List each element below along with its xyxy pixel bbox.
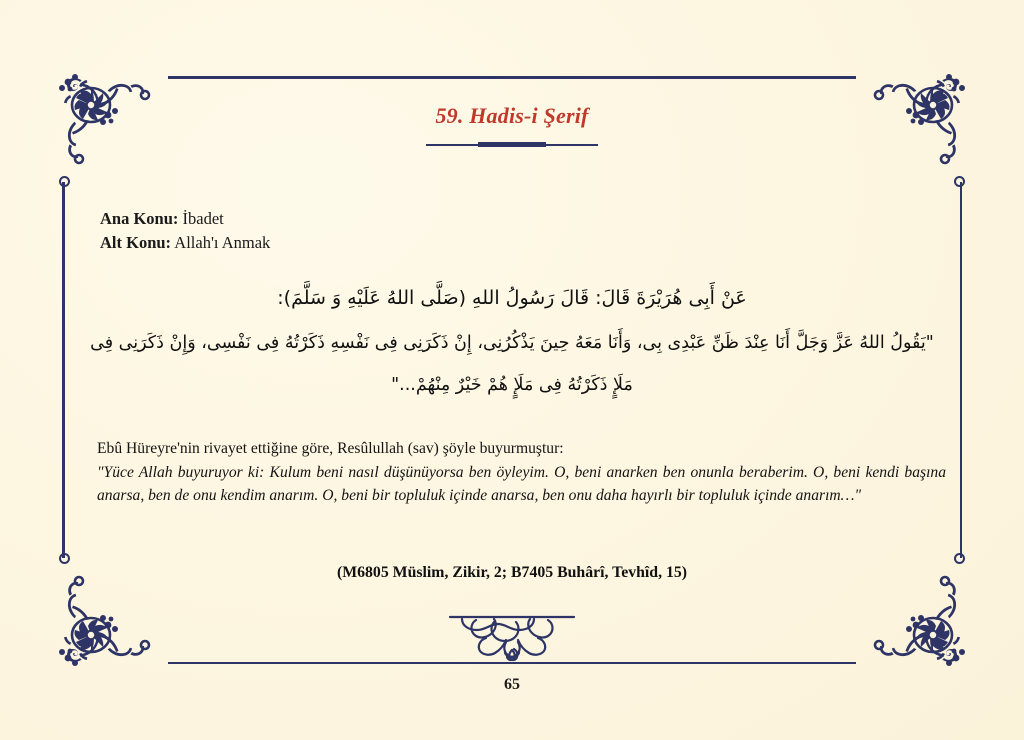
sub-topic-row <box>100 231 270 255</box>
sub-topic-label: Alt Konu: <box>100 232 172 252</box>
arabic-line-2: "يَقُولُ اللهُ عَزَّ وَجَلَّ أَنَا عِنْدَ ظَنِّ عَبْدِى بِى، وَأَنَا مَعَهُ حِينَ يَذْكُرُنِى، إِنْ ذَكَرَنِى فِى نَفْسِهِ ذَكَرْتُهُ فِى نَفْسِى، وَإِنْ ذَكَرَنِى فِى <box>90 332 934 353</box>
title-divider <box>426 142 598 147</box>
arabic-hadith-text <box>86 275 938 407</box>
narration-intro: Ebû Hüreyre'nin rivayet ettiğine göre, Resûlullah (sav) şöyle buyurmuştur: <box>97 440 564 457</box>
main-topic-value: İbadet <box>182 209 224 228</box>
topic-block <box>100 207 270 255</box>
border-rule-top <box>168 76 856 79</box>
sub-topic-value: Allah'ı Anmak <box>174 232 271 252</box>
border-rule-left <box>62 182 65 558</box>
main-topic-label: Ana Konu: <box>100 209 179 228</box>
page-number: 65 <box>504 676 520 693</box>
title-block <box>0 103 1024 147</box>
bottom-knot-ornament <box>448 614 576 662</box>
page-title: 59. Hadis-i Şerif <box>435 103 589 128</box>
translation-block <box>97 437 946 508</box>
main-topic-row <box>100 207 270 231</box>
arabic-line-1: عَنْ أَبِى هُرَيْرَةَ قَالَ: قَالَ رَسُولُ اللهِ (صَلَّى اللهُ عَلَيْهِ وَ سَلَّمَ): <box>277 287 747 309</box>
source-citation: (M6805 Müslim, Zikir, 2; B7405 Buhârî, Tevhîd, 15) <box>336 564 688 581</box>
arabic-line-3: مَلَإٍ ذَكَرْتُهُ فِى مَلَإٍ هُمْ خَيْرٌ مِنْهُمْ..." <box>391 375 633 396</box>
title-divider-thick <box>478 142 547 147</box>
translation-body: "Yüce Allah buyuruyor ki: Kulum beni nasıl düşünüyorsa ben öyleyim. O, beni anarken ben onunla beraberim. O, beni kendi başına anarsa, ben de onu kendim anarım. O, beni bir topluluk içinde anarsa, ben onu daha hayırlı bir topluluk içinde anarım…" <box>97 463 946 505</box>
border-rule-right <box>960 182 963 558</box>
